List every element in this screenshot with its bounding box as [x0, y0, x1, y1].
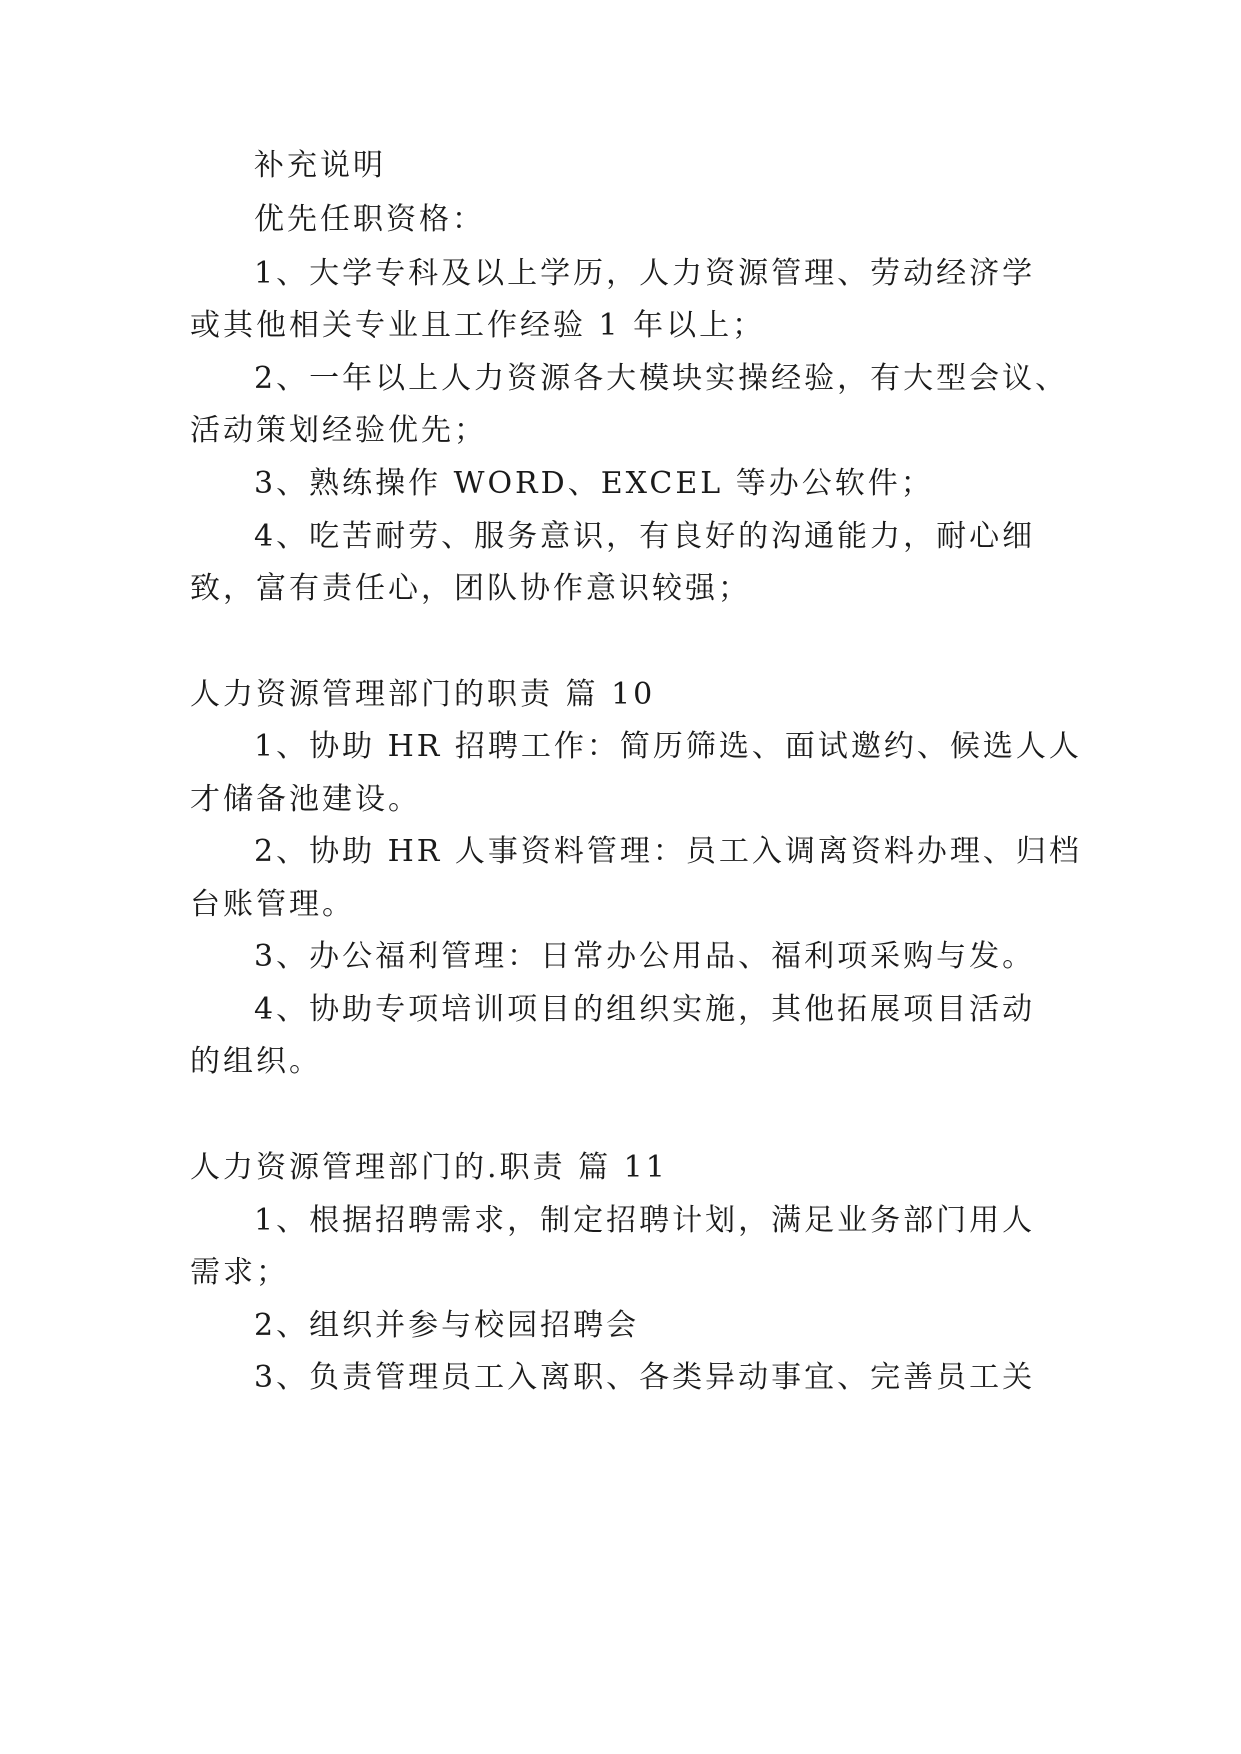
paragraph-line: 才储备池建设。 — [190, 782, 421, 817]
paragraph-line: 1、根据招聘需求，制定招聘计划，满足业务部门用人 — [254, 1203, 1036, 1238]
section-heading: 人力资源管理部门的职责 篇 10 — [190, 677, 656, 712]
paragraph-line: 2、协助 HR 人事资料管理：员工入调离资料办理、归档 — [254, 834, 1082, 869]
paragraph-line: 2、组织并参与校园招聘会 — [254, 1308, 640, 1343]
paragraph-line: 4、协助专项培训项目的组织实施，其他拓展项目活动 — [254, 992, 1036, 1027]
paragraph-line: 的组织。 — [190, 1044, 322, 1079]
paragraph-line: 4、吃苦耐劳、服务意识，有良好的沟通能力，耐心细 — [254, 519, 1036, 554]
paragraph-line: 活动策划经验优先； — [190, 413, 487, 448]
paragraph-line: 3、负责管理员工入离职、各类异动事宜、完善员工关 — [254, 1360, 1036, 1395]
paragraph-line: 致，富有责任心，团队协作意识较强； — [190, 571, 751, 606]
paragraph-line: 1、大学专科及以上学历，人力资源管理、劳动经济学 — [254, 256, 1036, 291]
paragraph-line: 3、熟练操作 WORD、EXCEL 等办公软件； — [254, 466, 934, 501]
paragraph-line: 台账管理。 — [190, 887, 355, 922]
paragraph-line: 或其他相关专业且工作经验 1 年以上； — [190, 308, 766, 343]
section-heading: 人力资源管理部门的.职责 篇 11 — [190, 1150, 668, 1185]
paragraph-line: 需求； — [190, 1255, 289, 1290]
section-heading: 补充说明 — [254, 148, 386, 183]
paragraph-line: 2、一年以上人力资源各大模块实操经验，有大型会议、 — [254, 361, 1069, 396]
paragraph-line: 1、协助 HR 招聘工作：简历筛选、面试邀约、候选人人 — [254, 729, 1082, 764]
section-subheading: 优先任职资格： — [254, 202, 485, 237]
paragraph-line: 3、办公福利管理：日常办公用品、福利项采购与发。 — [254, 939, 1036, 974]
